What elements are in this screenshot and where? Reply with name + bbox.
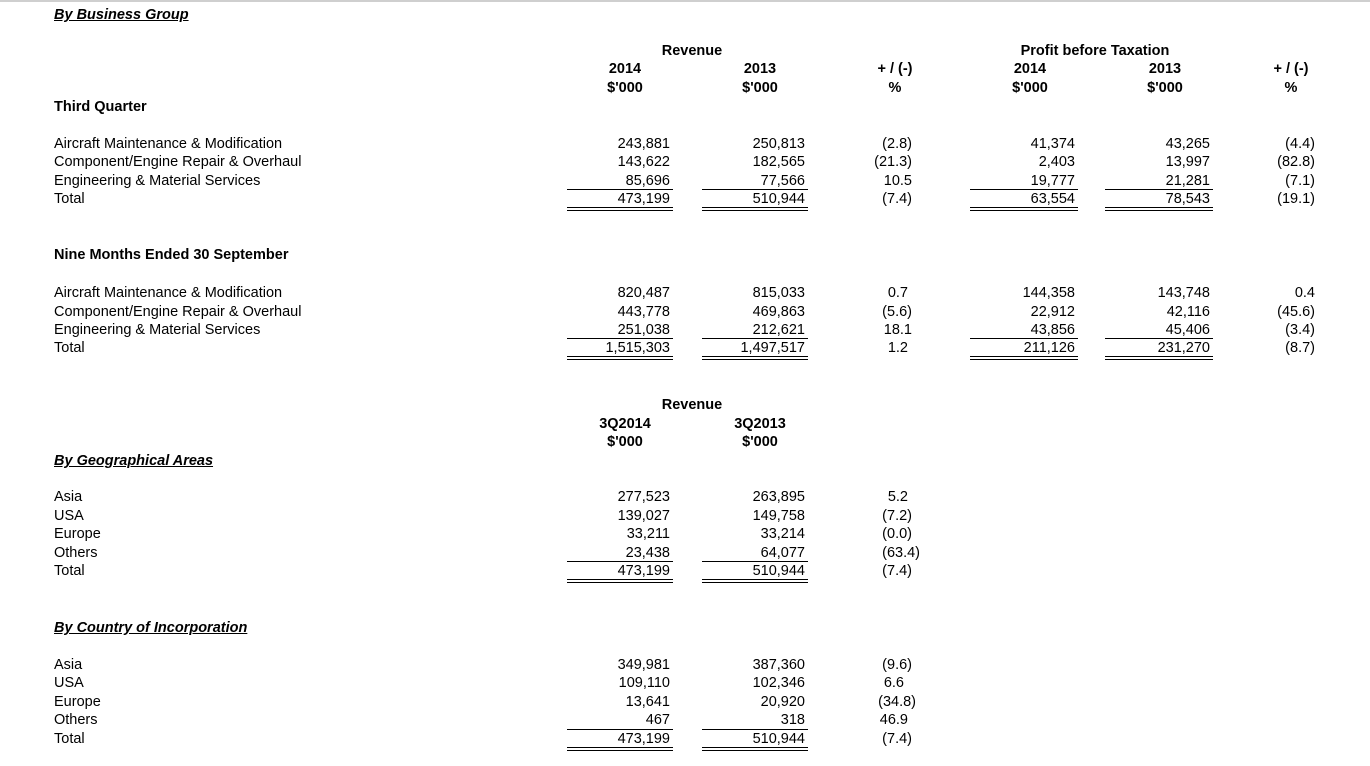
pbt-2014: 19,777 bbox=[1030, 173, 1075, 189]
change: (7.2) bbox=[882, 508, 912, 524]
rev-change: (5.6) bbox=[882, 304, 912, 320]
unit-pbt-2013: $'000 bbox=[1147, 80, 1183, 96]
rev-change: 18.1 bbox=[883, 322, 912, 338]
rev-2013: 212,621 bbox=[752, 322, 805, 338]
row-label: Component/Engine Repair & Overhaul bbox=[54, 154, 302, 170]
row-label: Component/Engine Repair & Overhaul bbox=[54, 304, 302, 320]
total-rule bbox=[702, 210, 808, 211]
value-3q2013: 33,214 bbox=[760, 526, 805, 542]
total-rule bbox=[567, 356, 673, 357]
row-label: Europe bbox=[54, 694, 101, 710]
rev-2014: 251,038 bbox=[617, 322, 670, 338]
value-3q2014: 13,641 bbox=[625, 694, 670, 710]
value-3q2013: 149,758 bbox=[752, 508, 805, 524]
total-rule bbox=[567, 579, 673, 580]
change: (7.4) bbox=[882, 563, 912, 579]
total-rule bbox=[970, 359, 1078, 360]
unit-3q2014: $'000 bbox=[607, 434, 643, 450]
unit-rev-2014: $'000 bbox=[607, 80, 643, 96]
pbt-change: (8.7) bbox=[1285, 340, 1315, 356]
pbt-change: (19.1) bbox=[1277, 191, 1315, 207]
pbt-2013: 21,281 bbox=[1165, 173, 1210, 189]
rev-change: (2.8) bbox=[882, 136, 912, 152]
value-3q2013: 20,920 bbox=[760, 694, 805, 710]
subtotal-rule bbox=[970, 338, 1078, 339]
subtotal-rule bbox=[702, 338, 808, 339]
value-3q2014: 473,199 bbox=[617, 563, 670, 579]
total-rule bbox=[1105, 356, 1213, 357]
pbt-change: (4.4) bbox=[1285, 136, 1315, 152]
col-pbt-2014: 2014 bbox=[1013, 61, 1047, 77]
pbt-2014: 41,374 bbox=[1030, 136, 1075, 152]
rev-2014: 1,515,303 bbox=[605, 340, 670, 356]
pbt-2013: 42,116 bbox=[1166, 304, 1210, 320]
row-label: Total bbox=[54, 191, 85, 207]
total-rule bbox=[970, 210, 1078, 211]
total-rule bbox=[970, 207, 1078, 208]
row-label: Aircraft Maintenance & Modification bbox=[54, 285, 283, 301]
total-rule bbox=[567, 207, 673, 208]
rev-change: 0.7 bbox=[887, 285, 908, 301]
subtotal-rule bbox=[702, 189, 808, 190]
total-rule bbox=[702, 579, 808, 580]
rev-2013: 510,944 bbox=[752, 191, 805, 207]
row-label: Engineering & Material Services bbox=[54, 173, 261, 189]
rev-2013: 250,813 bbox=[752, 136, 805, 152]
top-border bbox=[0, 0, 1370, 2]
pbt-2014: 43,856 bbox=[1030, 322, 1075, 338]
value-3q2014: 473,199 bbox=[617, 731, 670, 747]
total-rule bbox=[702, 747, 808, 748]
value-3q2014: 23,438 bbox=[625, 545, 670, 561]
value-3q2014: 109,110 bbox=[618, 675, 670, 691]
pbt-2014: 63,554 bbox=[1030, 191, 1075, 207]
rev-2014: 85,696 bbox=[625, 173, 670, 189]
row-label: Total bbox=[54, 340, 85, 356]
total-rule bbox=[1105, 359, 1213, 360]
change: (9.6) bbox=[882, 657, 912, 673]
pbt-2014: 2,403 bbox=[1038, 154, 1075, 170]
pbt-change: (3.4) bbox=[1285, 322, 1315, 338]
nine-months-label: Nine Months Ended 30 September bbox=[54, 247, 289, 263]
row-label: USA bbox=[54, 675, 84, 691]
total-rule bbox=[702, 356, 808, 357]
pbt-2013: 43,265 bbox=[1165, 136, 1210, 152]
rev-2014: 473,199 bbox=[617, 191, 670, 207]
unit-pbt-2014: $'000 bbox=[1012, 80, 1048, 96]
rev-2014: 443,778 bbox=[617, 304, 670, 320]
rev-2013: 77,566 bbox=[760, 173, 805, 189]
subtotal-rule bbox=[567, 189, 673, 190]
rev-change: (7.4) bbox=[882, 191, 912, 207]
subtotal-rule bbox=[1105, 189, 1213, 190]
third-quarter-label: Third Quarter bbox=[54, 99, 147, 115]
value-3q2014: 467 bbox=[645, 712, 670, 728]
subtotal-rule bbox=[702, 561, 808, 562]
rev-2014: 243,881 bbox=[617, 136, 670, 152]
subtotal-rule bbox=[702, 729, 808, 730]
total-rule bbox=[702, 750, 808, 751]
rev-2014: 143,622 bbox=[617, 154, 670, 170]
change: 5.2 bbox=[887, 489, 908, 505]
rev-change: 1.2 bbox=[887, 340, 908, 356]
value-3q2014: 139,027 bbox=[617, 508, 670, 524]
value-3q2014: 349,981 bbox=[617, 657, 670, 673]
pbt-2014: 22,912 bbox=[1030, 304, 1075, 320]
col-rev-2013: 2013 bbox=[743, 61, 777, 77]
row-label: Asia bbox=[54, 657, 83, 673]
value-3q2014: 33,211 bbox=[626, 526, 670, 542]
row-label: Europe bbox=[54, 526, 101, 542]
country-heading: By Country of Incorporation bbox=[54, 620, 248, 636]
row-label: USA bbox=[54, 508, 84, 524]
row-label: Total bbox=[54, 731, 85, 747]
change: (0.0) bbox=[882, 526, 912, 542]
col-rev-2014: 2014 bbox=[608, 61, 642, 77]
value-3q2013: 510,944 bbox=[752, 731, 805, 747]
pbt-change: 0.4 bbox=[1294, 285, 1315, 301]
rev-2013: 1,497,517 bbox=[740, 340, 805, 356]
geo-revenue-header: Revenue bbox=[661, 397, 723, 413]
col-pbt-change: + / (-) bbox=[1273, 61, 1309, 77]
value-3q2013: 263,895 bbox=[752, 489, 805, 505]
unit-pbt-pct: % bbox=[1284, 80, 1298, 96]
subtotal-rule bbox=[567, 338, 673, 339]
change: (63.4) bbox=[882, 545, 920, 561]
rev-change: 10.5 bbox=[883, 173, 912, 189]
total-rule bbox=[567, 582, 673, 583]
subtotal-rule bbox=[567, 561, 673, 562]
total-rule bbox=[567, 210, 673, 211]
row-label: Others bbox=[54, 712, 98, 728]
rev-2013: 815,033 bbox=[752, 285, 805, 301]
pbt-2013: 13,997 bbox=[1165, 154, 1210, 170]
pbt-2013: 143,748 bbox=[1157, 285, 1210, 301]
value-3q2013: 387,360 bbox=[752, 657, 805, 673]
pbt-2013: 231,270 bbox=[1157, 340, 1210, 356]
value-3q2013: 318 bbox=[780, 712, 805, 728]
subtotal-rule bbox=[970, 189, 1078, 190]
total-rule bbox=[702, 207, 808, 208]
col-3q2014: 3Q2014 bbox=[599, 416, 651, 432]
pbt-2014: 211,126 bbox=[1023, 340, 1075, 356]
rev-2013: 469,863 bbox=[752, 304, 805, 320]
revenue-header: Revenue bbox=[661, 43, 723, 59]
subtotal-rule bbox=[567, 729, 673, 730]
value-3q2014: 277,523 bbox=[617, 489, 670, 505]
total-rule bbox=[970, 356, 1078, 357]
col-rev-change: + / (-) bbox=[877, 61, 913, 77]
value-3q2013: 510,944 bbox=[752, 563, 805, 579]
value-3q2013: 64,077 bbox=[760, 545, 805, 561]
geographical-heading: By Geographical Areas bbox=[54, 453, 214, 469]
change: 46.9 bbox=[879, 712, 908, 728]
unit-rev-pct: % bbox=[888, 80, 902, 96]
business-group-heading: By Business Group bbox=[54, 7, 189, 23]
subtotal-rule bbox=[1105, 338, 1213, 339]
row-label: Aircraft Maintenance & Modification bbox=[54, 136, 283, 152]
profit-header: Profit before Taxation bbox=[1020, 43, 1170, 59]
total-rule bbox=[567, 750, 673, 751]
col-pbt-2013: 2013 bbox=[1148, 61, 1182, 77]
pbt-2013: 78,543 bbox=[1165, 191, 1210, 207]
rev-2013: 182,565 bbox=[752, 154, 805, 170]
row-label: Others bbox=[54, 545, 98, 561]
unit-3q2013: $'000 bbox=[742, 434, 778, 450]
pbt-change: (7.1) bbox=[1285, 173, 1315, 189]
change: (7.4) bbox=[882, 731, 912, 747]
total-rule bbox=[567, 747, 673, 748]
total-rule bbox=[702, 582, 808, 583]
change: (34.8) bbox=[878, 694, 916, 710]
row-label: Total bbox=[54, 563, 85, 579]
change: 6.6 bbox=[883, 675, 904, 691]
rev-2014: 820,487 bbox=[617, 285, 670, 301]
total-rule bbox=[1105, 207, 1213, 208]
rev-change: (21.3) bbox=[874, 154, 912, 170]
pbt-2013: 45,406 bbox=[1165, 322, 1210, 338]
total-rule bbox=[567, 359, 673, 360]
row-label: Asia bbox=[54, 489, 83, 505]
value-3q2013: 102,346 bbox=[752, 675, 805, 691]
unit-rev-2013: $'000 bbox=[742, 80, 778, 96]
pbt-change: (45.6) bbox=[1277, 304, 1315, 320]
pbt-2014: 144,358 bbox=[1022, 285, 1075, 301]
row-label: Engineering & Material Services bbox=[54, 322, 261, 338]
col-3q2013: 3Q2013 bbox=[734, 416, 786, 432]
pbt-change: (82.8) bbox=[1277, 154, 1315, 170]
total-rule bbox=[702, 359, 808, 360]
total-rule bbox=[1105, 210, 1213, 211]
